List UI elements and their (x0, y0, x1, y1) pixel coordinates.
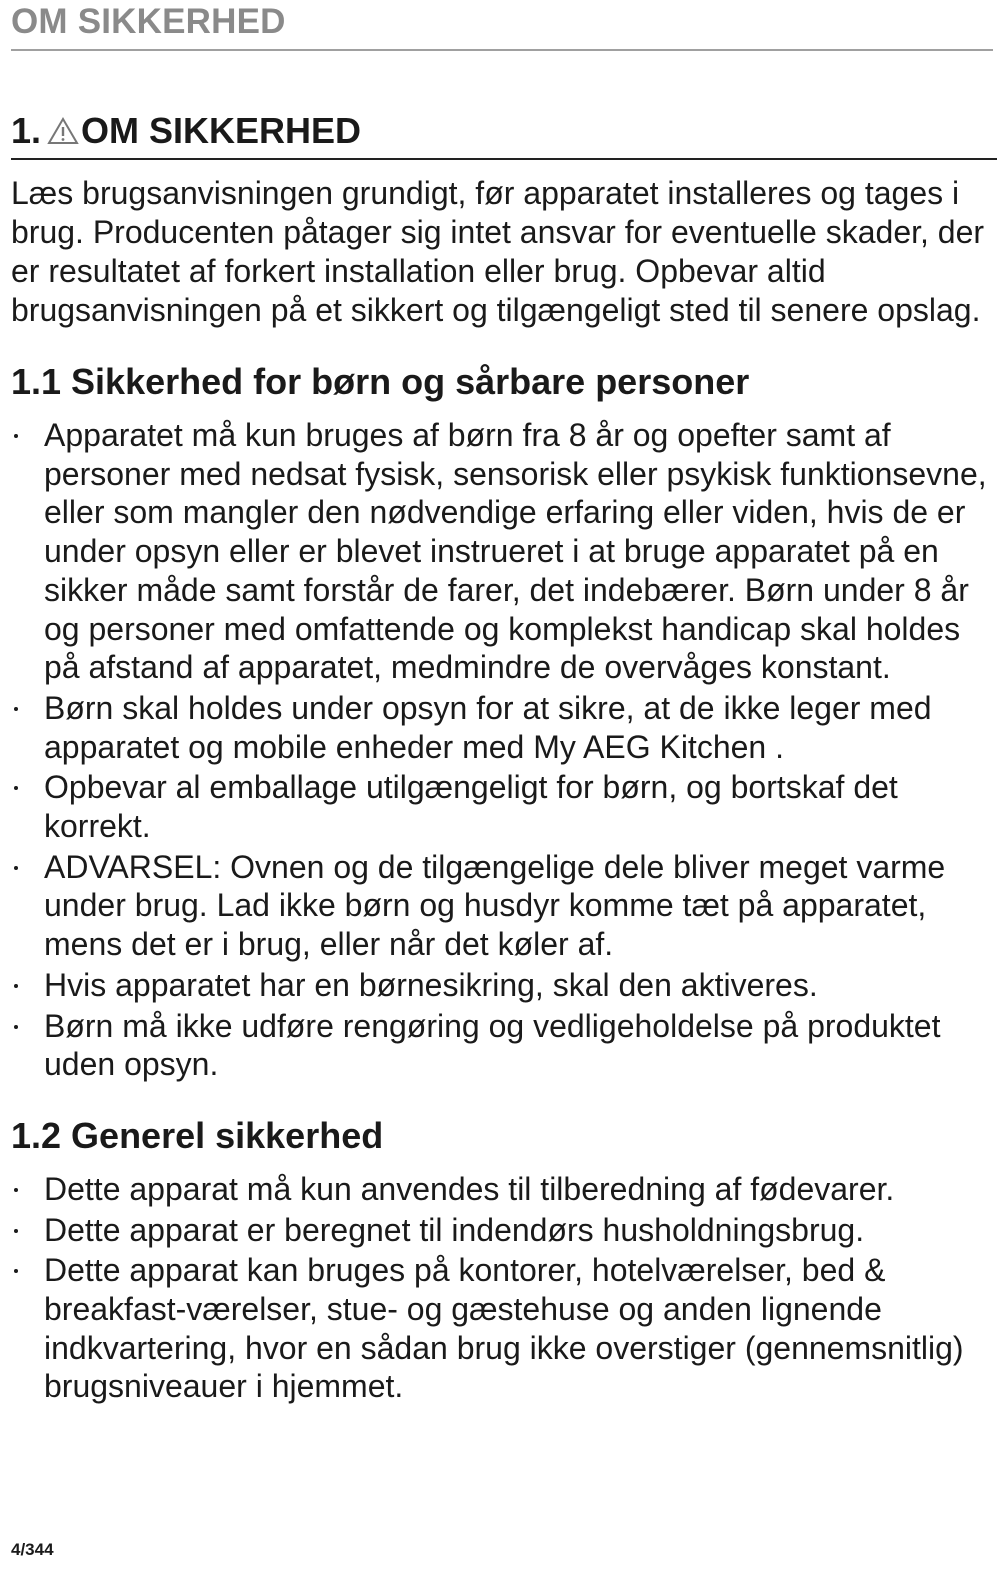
warning-triangle-icon (47, 116, 79, 146)
intro-paragraph: Læs brugsanvisningen grundigt, før apparatet installeres og tages i brug. Producenten påtager sig intet ansvar for eventuelle skader, der er resultatet af forkert installation eller brug. Opbevar altid brugsanvisningen på et sikkert og tilgængeligt sted til senere opslag. (11, 175, 985, 328)
list-item: Dette apparat kan bruges på kontorer, hotelværelser, bed & breakfast-værelser, stue- og gæstehuse og anden lignende indkvartering, hvor en sådan brug ikke overstiger (gennemsnitlig) brugsniveauer i hjemmet. (11, 1251, 997, 1406)
running-header: OM SIKKERHED (11, 2, 286, 41)
list-item: Hvis apparatet har en børnesikring, skal den aktiveres. (11, 966, 997, 1005)
children-safety-list (11, 416, 997, 1084)
list-item: Dette apparat må kun anvendes til tilberedning af fødevarer. (11, 1170, 997, 1209)
list-item: ADVARSEL: Ovnen og de tilgængelige dele bliver meget varme under brug. Lad ikke børn og husdyr komme tæt på apparatet, mens det er i brug, eller når det køler af. (11, 848, 997, 964)
chapter-number: 1. (11, 110, 42, 151)
chapter-heading (11, 108, 997, 160)
general-safety-list (11, 1170, 997, 1406)
list-item: Børn må ikke udføre rengøring og vedligeholdelse på produktet uden opsyn. (11, 1007, 997, 1084)
section-heading-children-safety: 1.1 Sikkerhed for børn og sårbare personer (11, 361, 750, 402)
list-item: Opbevar al emballage utilgængeligt for børn, og bortskaf det korrekt. (11, 768, 997, 845)
header-rule (11, 49, 993, 51)
page-number: 4/344 (11, 1540, 54, 1559)
page-content (11, 108, 997, 1408)
chapter-title: OM SIKKERHED (81, 110, 362, 151)
list-item: Dette apparat er beregnet til indendørs husholdningsbrug. (11, 1211, 997, 1250)
list-item: Apparatet må kun bruges af børn fra 8 år og opefter samt af personer med nedsat fysisk, sensorisk eller psykisk funktionsevne, eller som mangler den nødvendige erfaring eller viden, hvis de er under opsyn eller er blevet instrueret i at bruge apparatet på en sikker måde samt forstår de farer, det indebærer. Børn under 8 år og personer med omfattende og komplekst handicap skal holdes på afstand af apparatet, medmindre de overvåges konstant. (11, 416, 997, 687)
section-heading-general-safety: 1.2 Generel sikkerhed (11, 1114, 384, 1156)
list-item: Børn skal holdes under opsyn for at sikre, at de ikke leger med apparatet og mobile enheder med My AEG Kitchen . (11, 689, 997, 766)
